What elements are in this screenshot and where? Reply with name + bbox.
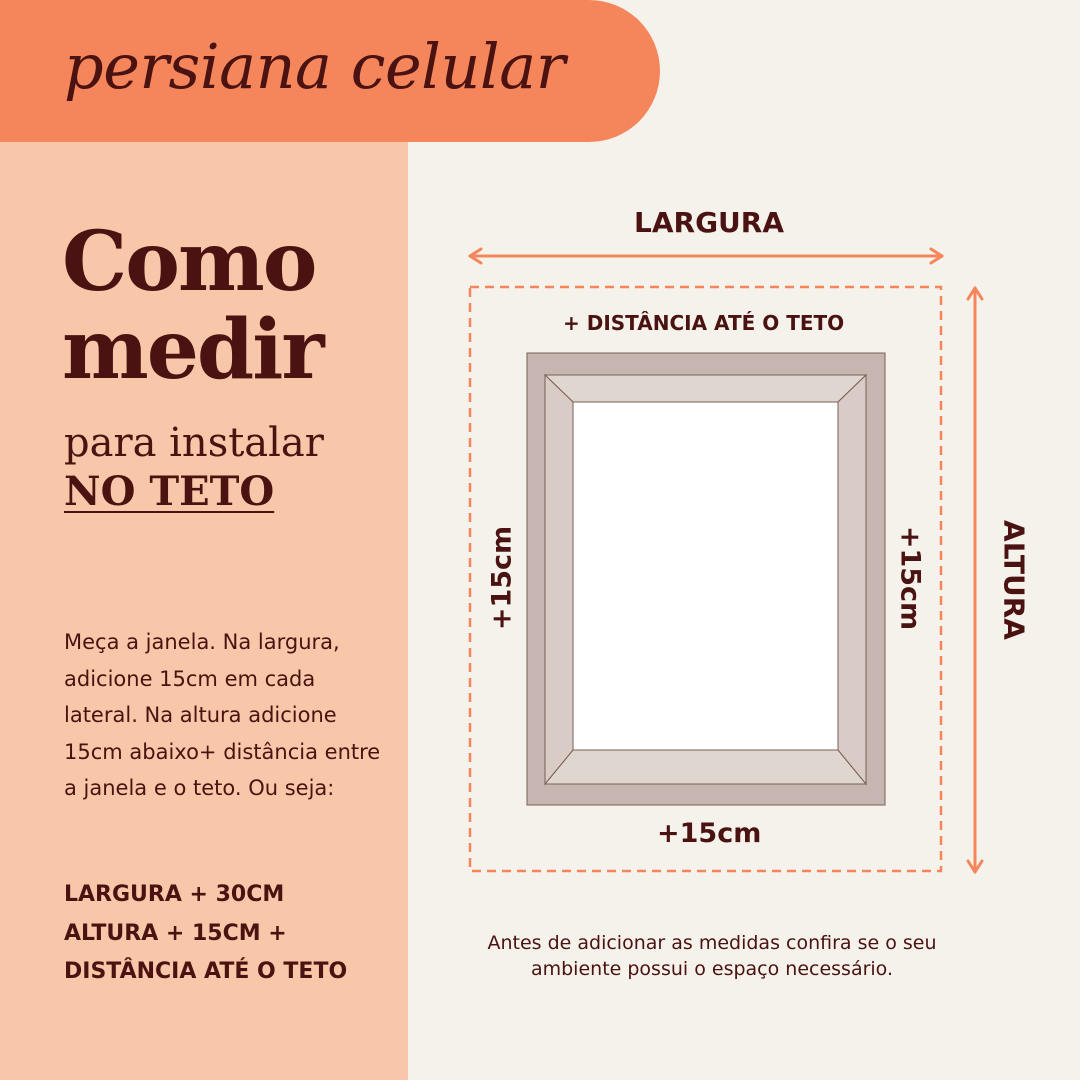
main-title-line-2: medir [62, 302, 323, 398]
formula-line-1: LARGURA + 30CM [64, 882, 285, 907]
ceiling-distance-label: + DISTÂNCIA ATÉ O TETO [563, 311, 845, 335]
subtitle-line-1: para instalar [64, 420, 324, 466]
subtitle-line-2: NO TETO [64, 468, 275, 515]
instructions-text: Meça a janela. Na largura, adicione 15cm em cada lateral. Na altura adicione 15cm abaixo+ distância entre a janela e o teto. Ou seja: [64, 630, 381, 800]
main-title-line-1: Como [62, 214, 316, 310]
footer-note: Antes de adicionar as medidas confira se o seu ambiente possui o espaço necessário. [487, 932, 937, 980]
formula-line-3: DISTÂNCIA ATÉ O TETO [64, 959, 348, 984]
height-arrow [968, 288, 982, 872]
width-label: LARGURA [634, 206, 785, 239]
formula-line-2: ALTURA + 15CM + [64, 920, 287, 946]
header-title: persiana celular [64, 30, 565, 103]
width-arrow [470, 249, 942, 263]
bottom-offset-label: +15cm [657, 818, 762, 849]
right-offset-label: +15cm [894, 525, 926, 631]
window-frame [527, 353, 885, 805]
window-glass [573, 402, 838, 750]
left-offset-label: +15cm [486, 525, 518, 631]
height-label: ALTURA [997, 520, 1031, 640]
